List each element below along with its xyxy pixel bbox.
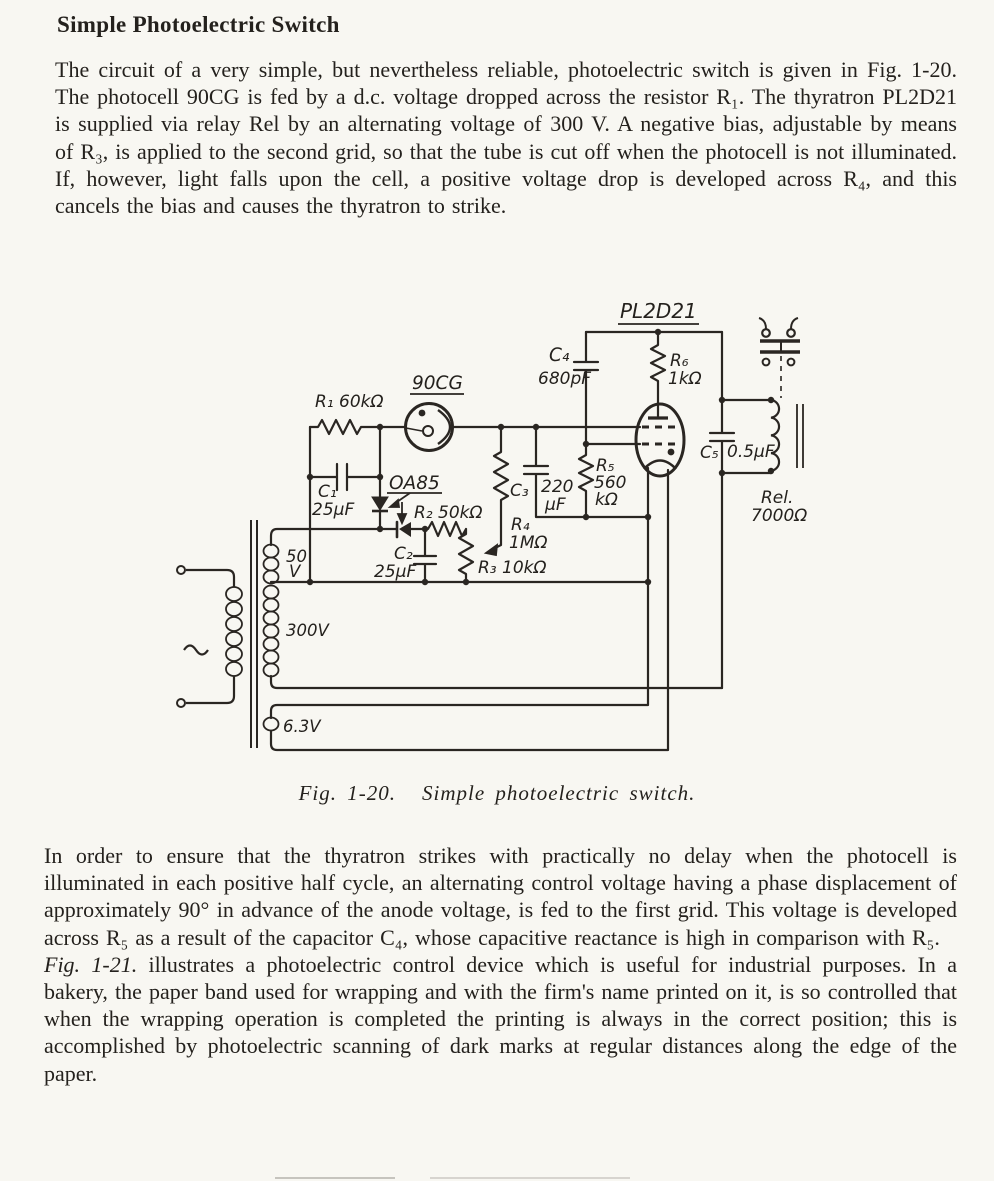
relay-value-label: 7000Ω [751, 506, 808, 526]
winding-50v-label-line1: 50 [286, 547, 307, 566]
circuit-figure [150, 295, 940, 775]
capacitor-c5-name: C₅ [700, 443, 719, 463]
resistor-r2-label: R₂ 50kΩ [414, 503, 483, 523]
ac-source-symbol [184, 646, 208, 655]
scan-edge-artifact [430, 1177, 630, 1179]
winding-50v-label-line2: V [289, 562, 301, 581]
figure-caption-number: Fig. 1-20. [298, 781, 397, 805]
figure-caption-text: Simple photoelectric switch. [422, 781, 696, 805]
capacitor-c1-name: C₁ [318, 482, 337, 502]
photocell-symbol [406, 404, 453, 451]
thyratron-tube-symbol [636, 404, 684, 476]
capacitor-c3-name: C₃ [510, 481, 529, 501]
capacitor-c3-value-num: 220 [541, 477, 574, 497]
capacitor-c5-value: 0.5μF [727, 442, 775, 462]
diode-series-symbol [399, 522, 411, 537]
relay-name-label: Rel. [761, 488, 794, 508]
resistor-r4-value: 1MΩ [509, 533, 548, 553]
resistor-r1-label: R₁ 60kΩ [315, 392, 384, 412]
photocell-type-label: 90CG [412, 373, 463, 394]
winding-63v-label: 6.3V [283, 717, 321, 736]
resistor-r6-value: 1kΩ [668, 369, 702, 389]
capacitor-c4-name: C₄ [549, 345, 570, 366]
resistor-r6-name: R₆ [670, 351, 689, 371]
scan-edge-artifact [275, 1177, 395, 1179]
paragraph-control-voltage: In order to ensure that the thyratron strikes with practically no delay when the photocell is illuminated in each positive half cycle, an alternating control voltage having a phase displacement of approximately 90° in advance of the anode voltage, is fed to the first grid. This voltage is developed across R₅ as a result of the capacitor C₄, whose capacitive reactance is high in comparison with R₅. [44, 843, 957, 950]
resistor-r5-value-num: 560 [594, 473, 627, 493]
capacitor-c2-value: 25μF [374, 562, 417, 582]
diode-oa85-symbol [372, 497, 388, 511]
paragraph-intro: The circuit of a very simple, but nevertheless reliable, photoelectric switch is given in Fig. 1-20. The photocell 90CG is fed by a d.c. voltage dropped across the resistor R₁. The thyratron PL2D21 is supplied via relay Rel by an alternating voltage of 300 V. A negative bias, adjustable by means of R₃, is applied to the second grid, so that the tube is cut off when the photocell is not illuminated. If, however, light falls upon the cell, a positive voltage drop is developed across R₄, and this cancels the bias and causes the thyratron to strike. [55, 57, 957, 219]
relay-contacts-symbol [759, 318, 800, 365]
figure-caption [0, 781, 994, 806]
resistor-r3-label: R₃ 10kΩ [478, 558, 547, 578]
resistor-r5-value-unit: kΩ [595, 490, 618, 510]
paragraph-bakery [44, 951, 957, 1087]
capacitor-c3-value-unit: μF [545, 495, 566, 515]
diode-type-label: OA85 [389, 473, 440, 494]
capacitor-c4-value: 680pF [538, 369, 592, 389]
resistor-r4-name: R₄ [511, 515, 530, 535]
tube-type-label: PL2D21 [620, 299, 697, 323]
paragraph-block-bottom [44, 842, 957, 1087]
figure-ref-italic: Fig. 1-21. [44, 951, 138, 977]
resistor-r5-name: R₅ [596, 456, 615, 476]
transformer-symbol [177, 520, 279, 748]
winding-300v-label: 300V [286, 621, 329, 640]
capacitor-c2-name: C₂ [394, 544, 413, 564]
capacitor-c1-value: 25μF [312, 500, 355, 520]
page-title: Simple Photoelectric Switch [57, 12, 340, 37]
paragraph-bakery-text: illustrates a photoelectric control device which is useful for industrial purposes. In a bakery, the paper band used for wrapping and with the firm's name printed on it, is so controlled that when the wrapping operation is completed the printing is always in the correct position; this is accomplished by photoelectric scanning of dark marks at regular distances along the edge of the paper. [44, 951, 957, 1086]
